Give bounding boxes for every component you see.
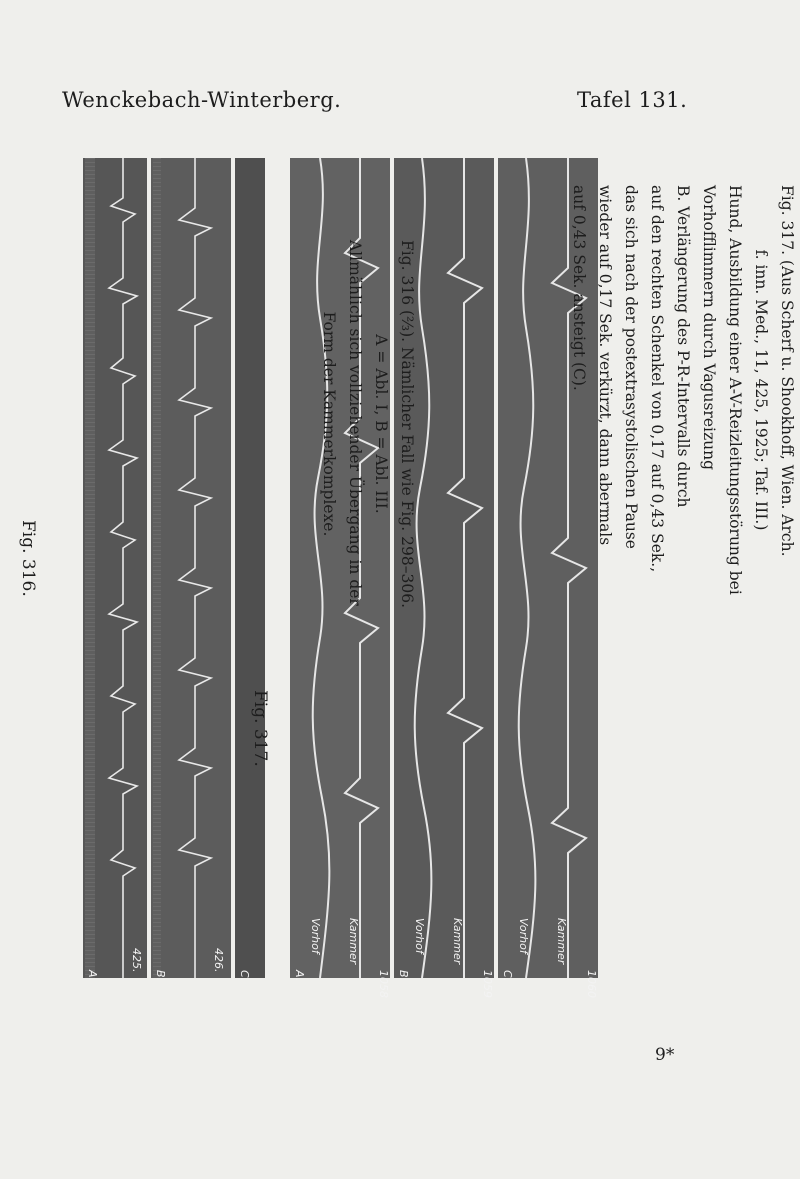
caption317-line-1: Fig. 317. (Aus Scherf u. Shookhoff, Wien. Arch. [778,185,796,557]
fig317-label: Fig. 317. [250,690,270,767]
fig317-mark-1058: 1058 [377,970,390,998]
caption317-line-6: auf den rechten Schenkel von 0,17 auf 0,43 Sek., [648,185,666,573]
fig316-strip-label-b: B. [154,970,167,982]
caption316-line-2: A = Abl. I, B = Abl. III. [372,334,390,514]
running-header-author: Wenckebach-Winterberg. [62,88,342,112]
fig317-channel-kammer-c: Kammer [555,918,568,965]
fig316-strip-label-c: C. [238,970,251,982]
caption317-line-5: B. Verlängerung des P-R-Intervalls durch [674,185,692,508]
caption317-line-8: wieder auf 0,17 Sek. verkürzt, dann abermals [596,185,614,546]
caption316-line-3: Allmählich sich vollziehender Übergang in der [346,240,364,606]
fig317-strip-label-a: A. [293,970,306,982]
running-header-plate: Tafel 131. [577,88,688,112]
fig316-mark-426: 426. [212,948,225,973]
fig317-channel-vorhof-c: Vorhof [517,918,530,954]
fig316-strips [83,158,265,982]
fig317-strip-label-c: C. [501,970,514,982]
caption-fig317 [566,185,800,595]
caption316-line-4: Form der Kammerkomplexe. [320,311,338,537]
fig317-mark-1060: 1060 [585,970,598,998]
fig316-ecg-strips-image [83,158,265,982]
fig317-channel-vorhof-b: Vorhof [413,918,426,954]
fig317-channel-vorhof-a: Vorhof [309,918,322,954]
caption317-line-4: Vorhofflimmern durch Vagusreizung [700,185,718,471]
fig316-mark-425: 425. [130,948,143,973]
fig316-strip-label-a: A. [86,970,99,982]
fig317-channel-kammer-b: Kammer [451,918,464,965]
fig317-channel-kammer-a: Kammer [347,918,360,965]
caption-fig316 [316,240,420,608]
caption317-line-3: Hund, Ausbildung einer A-V-Reizleitungsstörung bei [726,185,744,595]
caption316-line-1: Fig. 316 (⅔). Nämlicher Fall wie Fig. 298–306. [398,240,416,609]
fig316-label: Fig. 316. [18,520,38,597]
fig317-mark-1059: 1059 [481,970,494,998]
fig317-strip-label-b: B. [397,970,410,982]
caption317-line-2: f. inn. Med., 11, 425, 1925; Taf. III.) [752,249,770,531]
page-signature-mark: 9* [655,1045,675,1065]
caption317-line-7: das sich nach der postextrasystolischen Pause [622,185,640,549]
caption317-line-9: auf 0,43 Sek. ansteigt (C). [570,185,588,391]
